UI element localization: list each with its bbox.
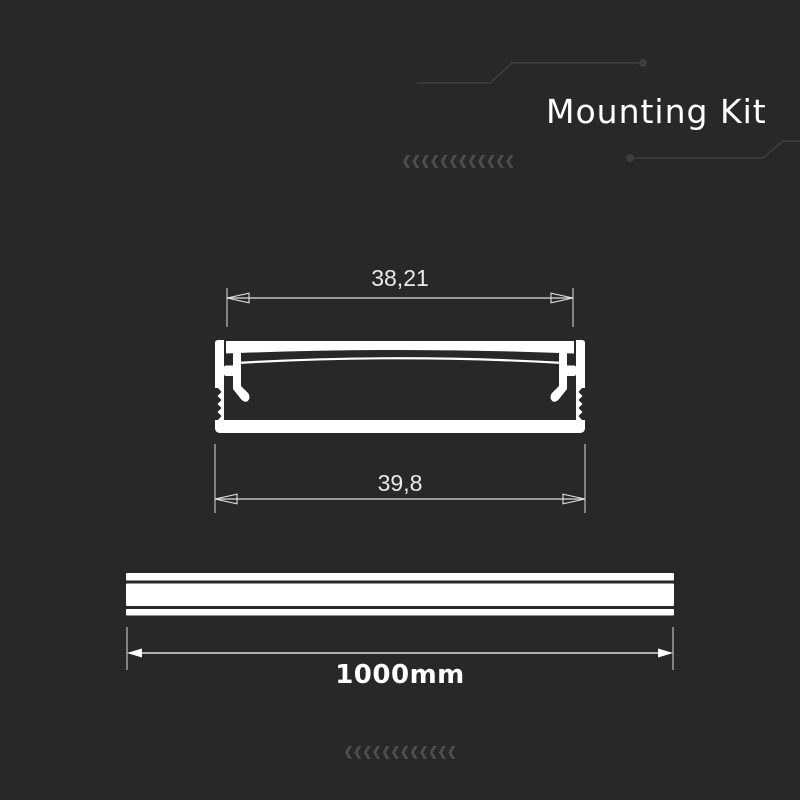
dimension-top-width [227, 265, 573, 327]
dimension-length [127, 627, 673, 690]
side-view-top-strip [126, 573, 674, 581]
arrowhead-right-icon [658, 649, 673, 658]
page-title: Mounting Kit [546, 92, 767, 131]
dimension-label-length: 1000mm [335, 660, 465, 690]
side-view-bottom-strip [126, 609, 674, 616]
profile-right-clip-leg [551, 353, 567, 402]
profile-cover-slab [226, 341, 574, 354]
profile-cover-underside-arc [236, 358, 564, 363]
dimension-label-bottom-width: 39,8 [377, 470, 423, 496]
dimension-bottom-width [215, 444, 585, 513]
dimension-label-top-width: 38,21 [371, 265, 429, 291]
profile-side-view [126, 573, 674, 616]
circuit-trace-lower [634, 141, 800, 158]
profile-left-clip-leg [233, 353, 249, 402]
arrowhead-left-icon [127, 649, 142, 658]
profile-left-wall [215, 340, 224, 420]
side-view-body [126, 584, 674, 607]
circuit-decoration-top-right [417, 59, 800, 162]
circuit-node-dot-upper [639, 59, 647, 67]
profile-cross-section [215, 340, 585, 433]
circuit-trace-upper [417, 63, 640, 83]
profile-right-wall [576, 340, 585, 420]
circuit-node-dot-lower [626, 154, 634, 162]
profile-bottom-slab [215, 420, 585, 433]
